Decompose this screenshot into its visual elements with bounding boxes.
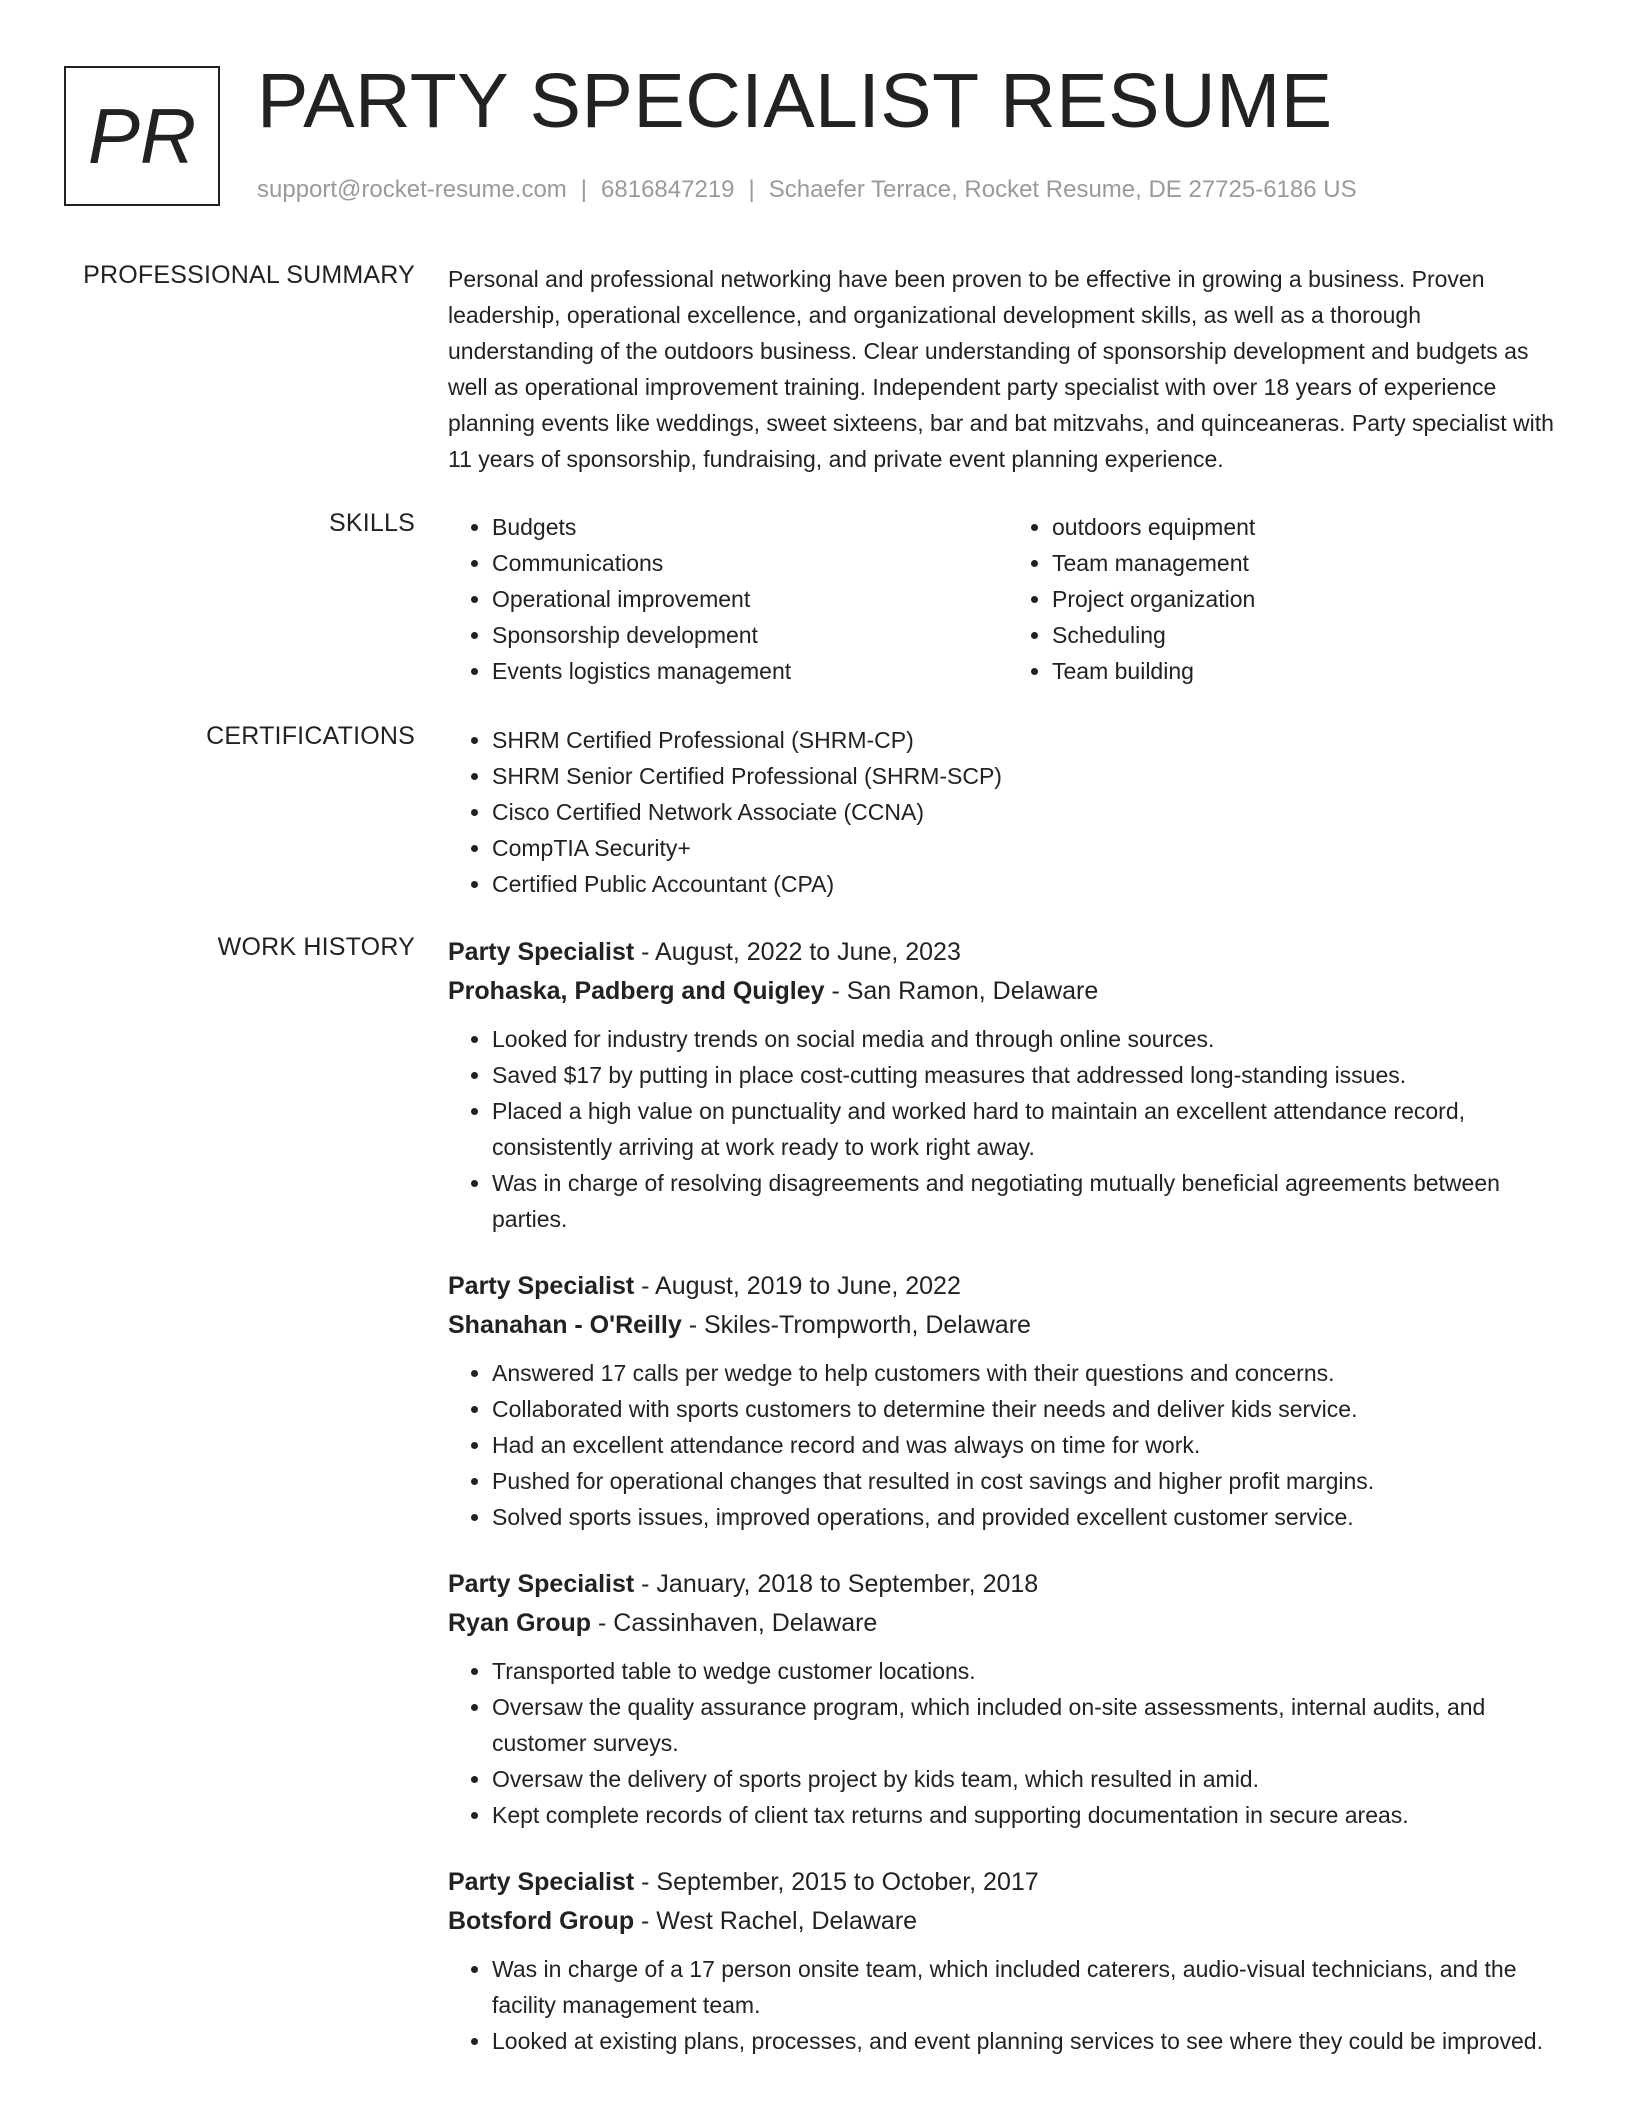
job-duty: • Placed a high value on punctuality and worked hard to maintain an excellent attendance record, consistently arriving at work ready to work right away. xyxy=(492,1093,1568,1165)
job-title: Party Specialist xyxy=(448,938,635,966)
summary-text: Personal and professional networking have been proven to be effective in growing a business. Proven leadership, operational excellence, and organizational development skills, as well as a thorough understanding of the outdoors business. Clear understanding of sponsorship development and budgets as well as operational improvement training. Independent party specialist with over 18 years of experience planning events like weddings, sweet sixteens, bar and bat mitzvahs, and quinceaneras. Party specialist with 11 years of sponsorship, fundraising, and private event planning experience. xyxy=(448,266,1554,472)
skills-body xyxy=(448,509,1568,689)
summary-heading: PROFESSIONAL SUMMARY xyxy=(83,261,415,289)
job-dates: - August, 2019 to June, 2022 xyxy=(634,1272,961,1300)
job-entry xyxy=(448,1267,1568,1535)
job-company: Botsford Group xyxy=(448,1907,635,1935)
certification-item: • CompTIA Security+ xyxy=(492,830,1568,866)
job-title: Party Specialist xyxy=(448,1868,635,1896)
skill-item: • Project organization xyxy=(1052,581,1568,617)
skill-item: • Operational improvement xyxy=(492,581,1008,617)
contact-separator: | xyxy=(580,176,588,203)
job-company: Prohaska, Padberg and Quigley xyxy=(448,977,825,1005)
summary-body xyxy=(448,261,1568,477)
skill-item: • Scheduling xyxy=(1052,617,1568,653)
job-duty: • Answered 17 calls per wedge to help customers with their questions and concerns. xyxy=(492,1355,1568,1391)
skill-item: • Team management xyxy=(1052,545,1568,581)
job-duty: • Was in charge of a 17 person onsite team, which included caterers, audio-visual technicians, and the facility management team. xyxy=(492,1951,1568,2023)
certification-item: • SHRM Certified Professional (SHRM-CP) xyxy=(492,722,1568,758)
contact-separator: | xyxy=(748,176,755,203)
job-duty: • Looked at existing plans, processes, and event planning services to see where they could be improved. xyxy=(492,2023,1568,2059)
job-dates: - January, 2018 to September, 2018 xyxy=(634,1570,1039,1598)
job-duties xyxy=(448,1021,1568,1237)
job-duty: • Kept complete records of client tax returns and supporting documentation in secure areas. xyxy=(492,1797,1568,1833)
contact-line xyxy=(257,176,1357,204)
job-duty: • Looked for industry trends on social media and through online sources. xyxy=(492,1021,1568,1057)
work-history-body xyxy=(448,933,1568,2089)
job-title-line xyxy=(448,1863,1568,1902)
job-company: Shanahan - O'Reilly xyxy=(448,1311,682,1339)
job-location: - Skiles-Trompworth, Delaware xyxy=(681,1311,1031,1339)
certifications-body xyxy=(448,722,1568,902)
job-company-line xyxy=(448,1604,1568,1643)
certifications-heading: CERTIFICATIONS xyxy=(206,722,415,750)
skill-item: • Communications xyxy=(492,545,1008,581)
job-title-line xyxy=(448,933,1568,972)
job-duties xyxy=(448,1355,1568,1535)
job-title: Party Specialist xyxy=(448,1570,635,1598)
job-duty: • Saved $17 by putting in place cost-cutting measures that addressed long-standing issues. xyxy=(492,1057,1568,1093)
job-location: - San Ramon, Delaware xyxy=(824,977,1099,1005)
job-entry xyxy=(448,933,1568,1237)
skills-heading: SKILLS xyxy=(329,509,415,537)
job-duty: • Solved sports issues, improved operations, and provided excellent customer service. xyxy=(492,1499,1568,1535)
job-duties xyxy=(448,1951,1568,2059)
work-history-heading: WORK HISTORY xyxy=(217,933,415,961)
job-location: - Cassinhaven, Delaware xyxy=(591,1609,878,1637)
skill-item: • Team building xyxy=(1052,653,1568,689)
page-title: PARTY SPECIALIST RESUME xyxy=(257,58,1333,144)
job-duty: • Oversaw the delivery of sports project by kids team, which resulted in amid. xyxy=(492,1761,1568,1797)
skills-list-right xyxy=(1008,509,1568,689)
job-company-line xyxy=(448,1306,1568,1345)
job-entry xyxy=(448,1863,1568,2059)
job-duty: • Collaborated with sports customers to determine their needs and deliver kids service. xyxy=(492,1391,1568,1427)
job-duty: • Was in charge of resolving disagreements and negotiating mutually beneficial agreements between parties. xyxy=(492,1165,1568,1237)
skills-list-left xyxy=(448,509,1008,689)
skill-item: • Budgets xyxy=(492,509,1008,545)
certification-item: • Certified Public Accountant (CPA) xyxy=(492,866,1568,902)
job-duty: • Had an excellent attendance record and was always on time for work. xyxy=(492,1427,1568,1463)
job-duty: • Oversaw the quality assurance program, which included on-site assessments, internal audits, and customer surveys. xyxy=(492,1689,1568,1761)
job-title-line xyxy=(448,1267,1568,1306)
job-location: - West Rachel, Delaware xyxy=(634,1907,918,1935)
job-dates: - August, 2022 to June, 2023 xyxy=(634,938,961,966)
skill-item: • Sponsorship development xyxy=(492,617,1008,653)
job-duty: • Transported table to wedge customer locations. xyxy=(492,1653,1568,1689)
certifications-list xyxy=(448,722,1568,902)
job-title: Party Specialist xyxy=(448,1272,635,1300)
job-duties xyxy=(448,1653,1568,1833)
job-entry xyxy=(448,1565,1568,1833)
job-company-line xyxy=(448,972,1568,1011)
job-dates: - September, 2015 to October, 2017 xyxy=(634,1868,1039,1896)
job-company-line xyxy=(448,1902,1568,1941)
contact-address: Schaefer Terrace, Rocket Resume, DE 27725-6186 US xyxy=(768,176,1357,203)
certification-item: • Cisco Certified Network Associate (CCNA) xyxy=(492,794,1568,830)
job-duty: • Pushed for operational changes that resulted in cost savings and higher profit margins. xyxy=(492,1463,1568,1499)
job-title-line xyxy=(448,1565,1568,1604)
job-company: Ryan Group xyxy=(448,1609,592,1637)
monogram-logo: PR xyxy=(64,66,220,206)
skill-item: • Events logistics management xyxy=(492,653,1008,689)
contact-email: support@rocket-resume.com xyxy=(257,176,567,203)
contact-phone: 6816847219 xyxy=(601,176,735,203)
certification-item: • SHRM Senior Certified Professional (SHRM-SCP) xyxy=(492,758,1568,794)
skill-item: • outdoors equipment xyxy=(1052,509,1568,545)
